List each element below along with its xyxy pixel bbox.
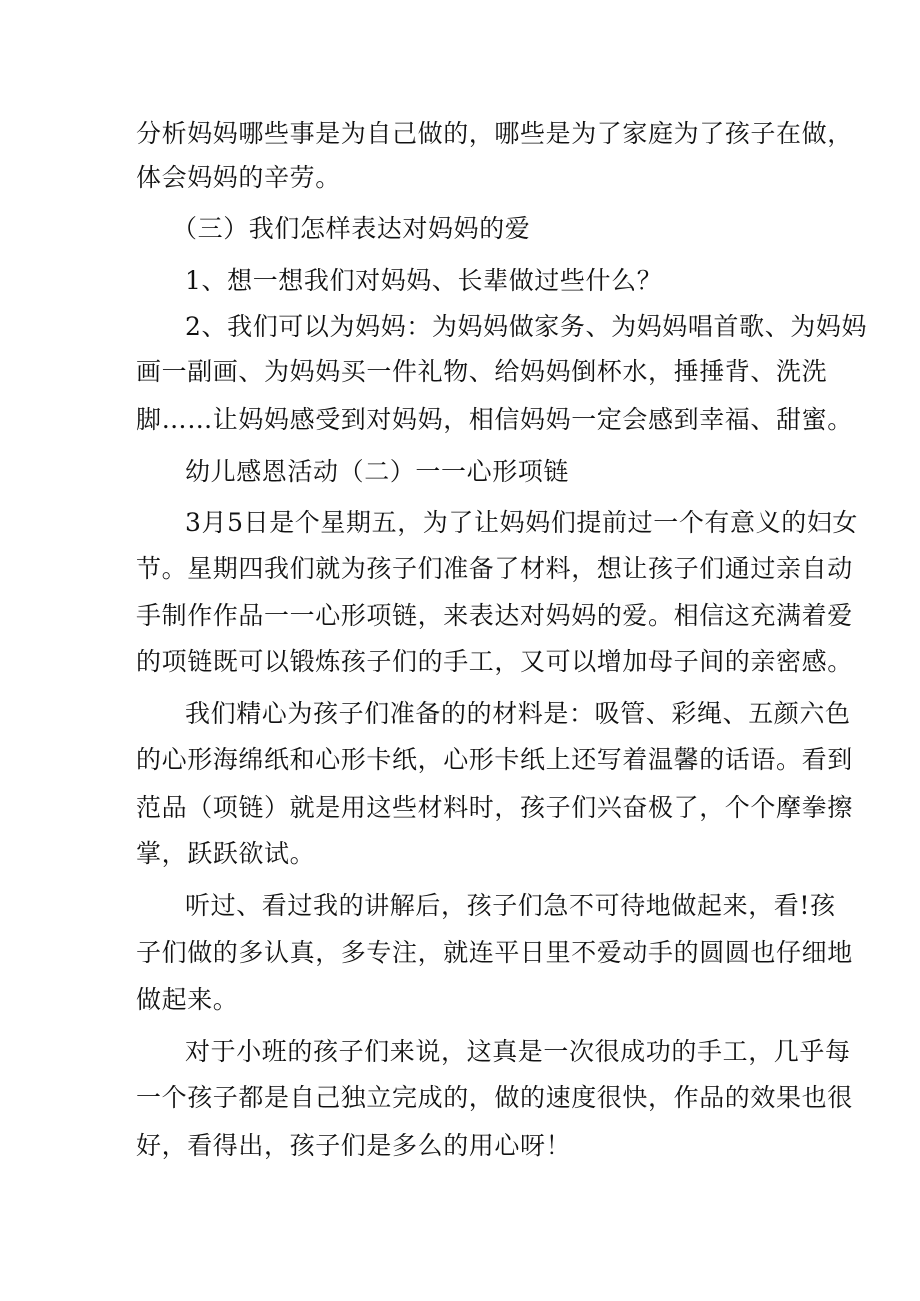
text-line: 好，看得出，孩子们是多么的用心呀！ <box>136 1131 572 1160</box>
text-line: 分析妈妈哪些事是为自己做的，哪些是为了家庭为了孩子在做， <box>136 119 853 148</box>
text-line: 子们做的多认真，多专注，就连平日里不爱动手的圆圆也仔细地 <box>136 938 853 967</box>
section-heading: 幼儿感恩活动（二）一一心形项链 <box>185 457 570 486</box>
text-line: 节。星期四我们就为孩子们准备了材料，想让孩子们通过亲自动 <box>136 554 853 583</box>
text-line: 2、我们可以为妈妈：为妈妈做家务、为妈妈唱首歌、为妈妈 <box>185 312 868 341</box>
text-line: 1、想一想我们对妈妈、长辈做过些什么？ <box>185 266 663 295</box>
text-line: 体会妈妈的辛劳。 <box>136 163 341 192</box>
text-line: 的心形海绵纸和心形卡纸，心形卡纸上还写着温馨的话语。看到 <box>136 745 853 774</box>
text-line: 画一副画、为妈妈买一件礼物、给妈妈倒杯水，捶捶背、洗洗 <box>136 357 828 386</box>
text-line: 听过、看过我的讲解后，孩子们急不可待地做起来，看!孩 <box>185 891 836 920</box>
text-line: 对于小班的孩子们来说，这真是一次很成功的手工，几乎每 <box>185 1037 851 1066</box>
text-line: 我们精心为孩子们准备的的材料是：吸管、彩绳、五颜六色 <box>185 699 851 728</box>
text-line: 范品（项链）就是用这些材料时，孩子们兴奋极了，个个摩拳擦 <box>136 793 853 822</box>
text-line: 掌，跃跃欲试。 <box>136 839 316 868</box>
text-line: 的项链既可以锻炼孩子们的手工，又可以增加母子间的亲密感。 <box>136 647 853 676</box>
section-heading: （三）我们怎样表达对妈妈的爱 <box>172 214 531 243</box>
text-line: 脚……让妈妈感受到对妈妈，相信妈妈一定会感到幸福、甜蜜。 <box>136 405 853 434</box>
text-line: 3月5日是个星期五，为了让妈妈们提前过一个有意义的妇女 <box>185 508 859 537</box>
text-line: 做起来。 <box>136 985 239 1014</box>
text-line: 一个孩子都是自己独立完成的，做的速度很快，作品的效果也很 <box>136 1083 853 1112</box>
text-line: 手制作作品一一心形项链，来表达对妈妈的爱。相信这充满着爱 <box>136 601 853 630</box>
